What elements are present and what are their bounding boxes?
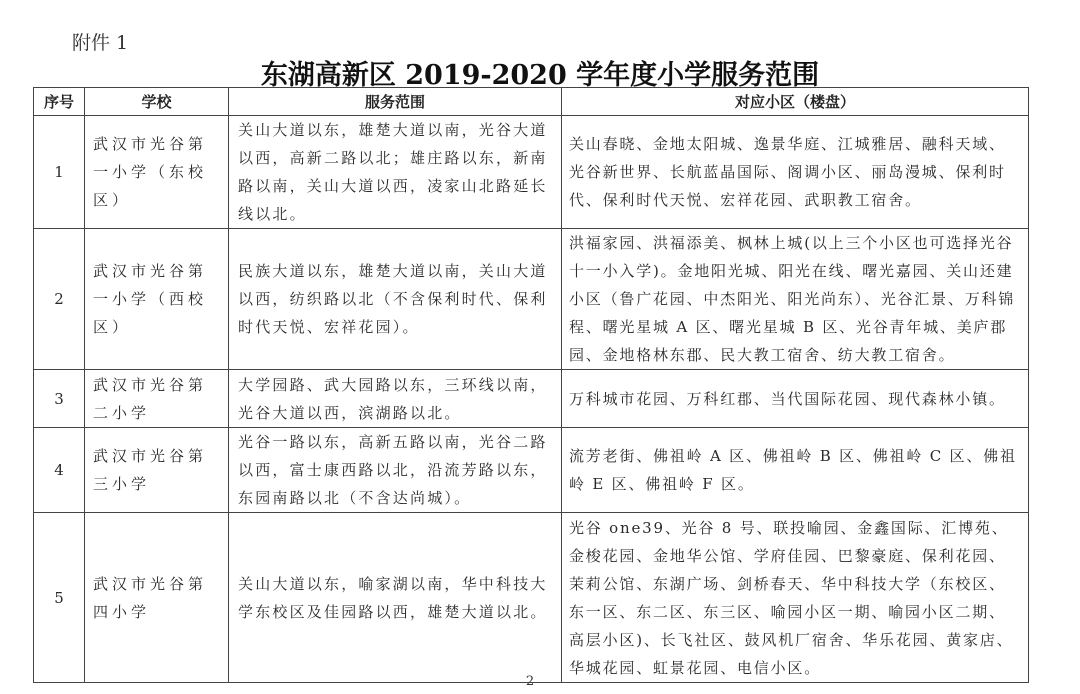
- row-index: 1: [34, 116, 85, 229]
- attachment-label: 附件 1: [72, 32, 129, 54]
- table-row: [34, 116, 1029, 229]
- row-school: 武汉市光谷第一小学（西校区）: [85, 229, 229, 370]
- table-header-row: [34, 88, 1029, 116]
- header-service-range: 服务范围: [229, 88, 562, 116]
- row-index: 3: [34, 370, 85, 428]
- table-row: [34, 370, 1029, 428]
- row-school: 武汉市光谷第四小学: [85, 513, 229, 683]
- page-number: 2: [525, 674, 535, 689]
- service-range-table: [33, 87, 1029, 683]
- document-title: 东湖高新区 2019-2020 学年度小学服务范围: [260, 60, 820, 91]
- row-service-range: 关山大道以东，喻家湖以南，华中科技大学东校区及佳园路以西，雄楚大道以北。: [229, 513, 562, 683]
- row-communities: 万科城市花园、万科红郡、当代国际花园、现代森林小镇。: [562, 370, 1029, 428]
- row-index: 4: [34, 428, 85, 513]
- row-school: 武汉市光谷第三小学: [85, 428, 229, 513]
- row-school: 武汉市光谷第二小学: [85, 370, 229, 428]
- table-row: [34, 513, 1029, 683]
- row-index: 5: [34, 513, 85, 683]
- row-service-range: 民族大道以东，雄楚大道以南，关山大道以西，纺织路以北（不含保利时代、保利时代天悦、宏祥花园）。: [229, 229, 562, 370]
- row-service-range: 大学园路、武大园路以东，三环线以南，光谷大道以西，滨湖路以北。: [229, 370, 562, 428]
- header-school: 学校: [85, 88, 229, 116]
- row-communities: 光谷 one39、光谷 8 号、联投喻园、金鑫国际、汇博苑、金梭花园、金地华公馆、学府佳园、巴黎豪庭、保利花园、茉莉公馆、东湖广场、剑桥春天、华中科技大学（东校区、东一区、东二区、东三区、喻园小区一期、喻园小区二期、高层小区)、长飞社区、鼓风机厂宿舍、华乐花园、黄家店、华城花园、虹景花园、电信小区。: [562, 513, 1029, 683]
- header-index: 序号: [34, 88, 85, 116]
- row-service-range: 关山大道以东，雄楚大道以南，光谷大道以西，高新二路以北；雄庄路以东，新南路以南，关山大道以西，凌家山北路延长线以北。: [229, 116, 562, 229]
- header-communities: 对应小区（楼盘）: [562, 88, 1029, 116]
- row-service-range: 光谷一路以东，高新五路以南，光谷二路以西，富士康西路以北，沿流芳路以东，东园南路以北（不含达尚城）。: [229, 428, 562, 513]
- table-row: [34, 229, 1029, 370]
- row-school: 武汉市光谷第一小学（东校区）: [85, 116, 229, 229]
- table-row: [34, 428, 1029, 513]
- row-index: 2: [34, 229, 85, 370]
- row-communities: 洪福家园、洪福添美、枫林上城(以上三个小区也可选择光谷十一小入学)。金地阳光城、阳光在线、曙光嘉园、关山还建小区（鲁广花园、中杰阳光、阳光尚东）、光谷汇景、万科锦程、曙光星城 A 区、曙光星城 B 区、光谷青年城、美庐郡园、金地格林东郡、民大教工宿舍、纺大教工宿舍。: [562, 229, 1029, 370]
- row-communities: 关山春晓、金地太阳城、逸景华庭、江城雅居、融科天域、光谷新世界、长航蓝晶国际、阁调小区、丽岛漫城、保利时代、保利时代天悦、宏祥花园、武职教工宿舍。: [562, 116, 1029, 229]
- row-communities: 流芳老街、佛祖岭 A 区、佛祖岭 B 区、佛祖岭 C 区、佛祖岭 E 区、佛祖岭 F 区。: [562, 428, 1029, 513]
